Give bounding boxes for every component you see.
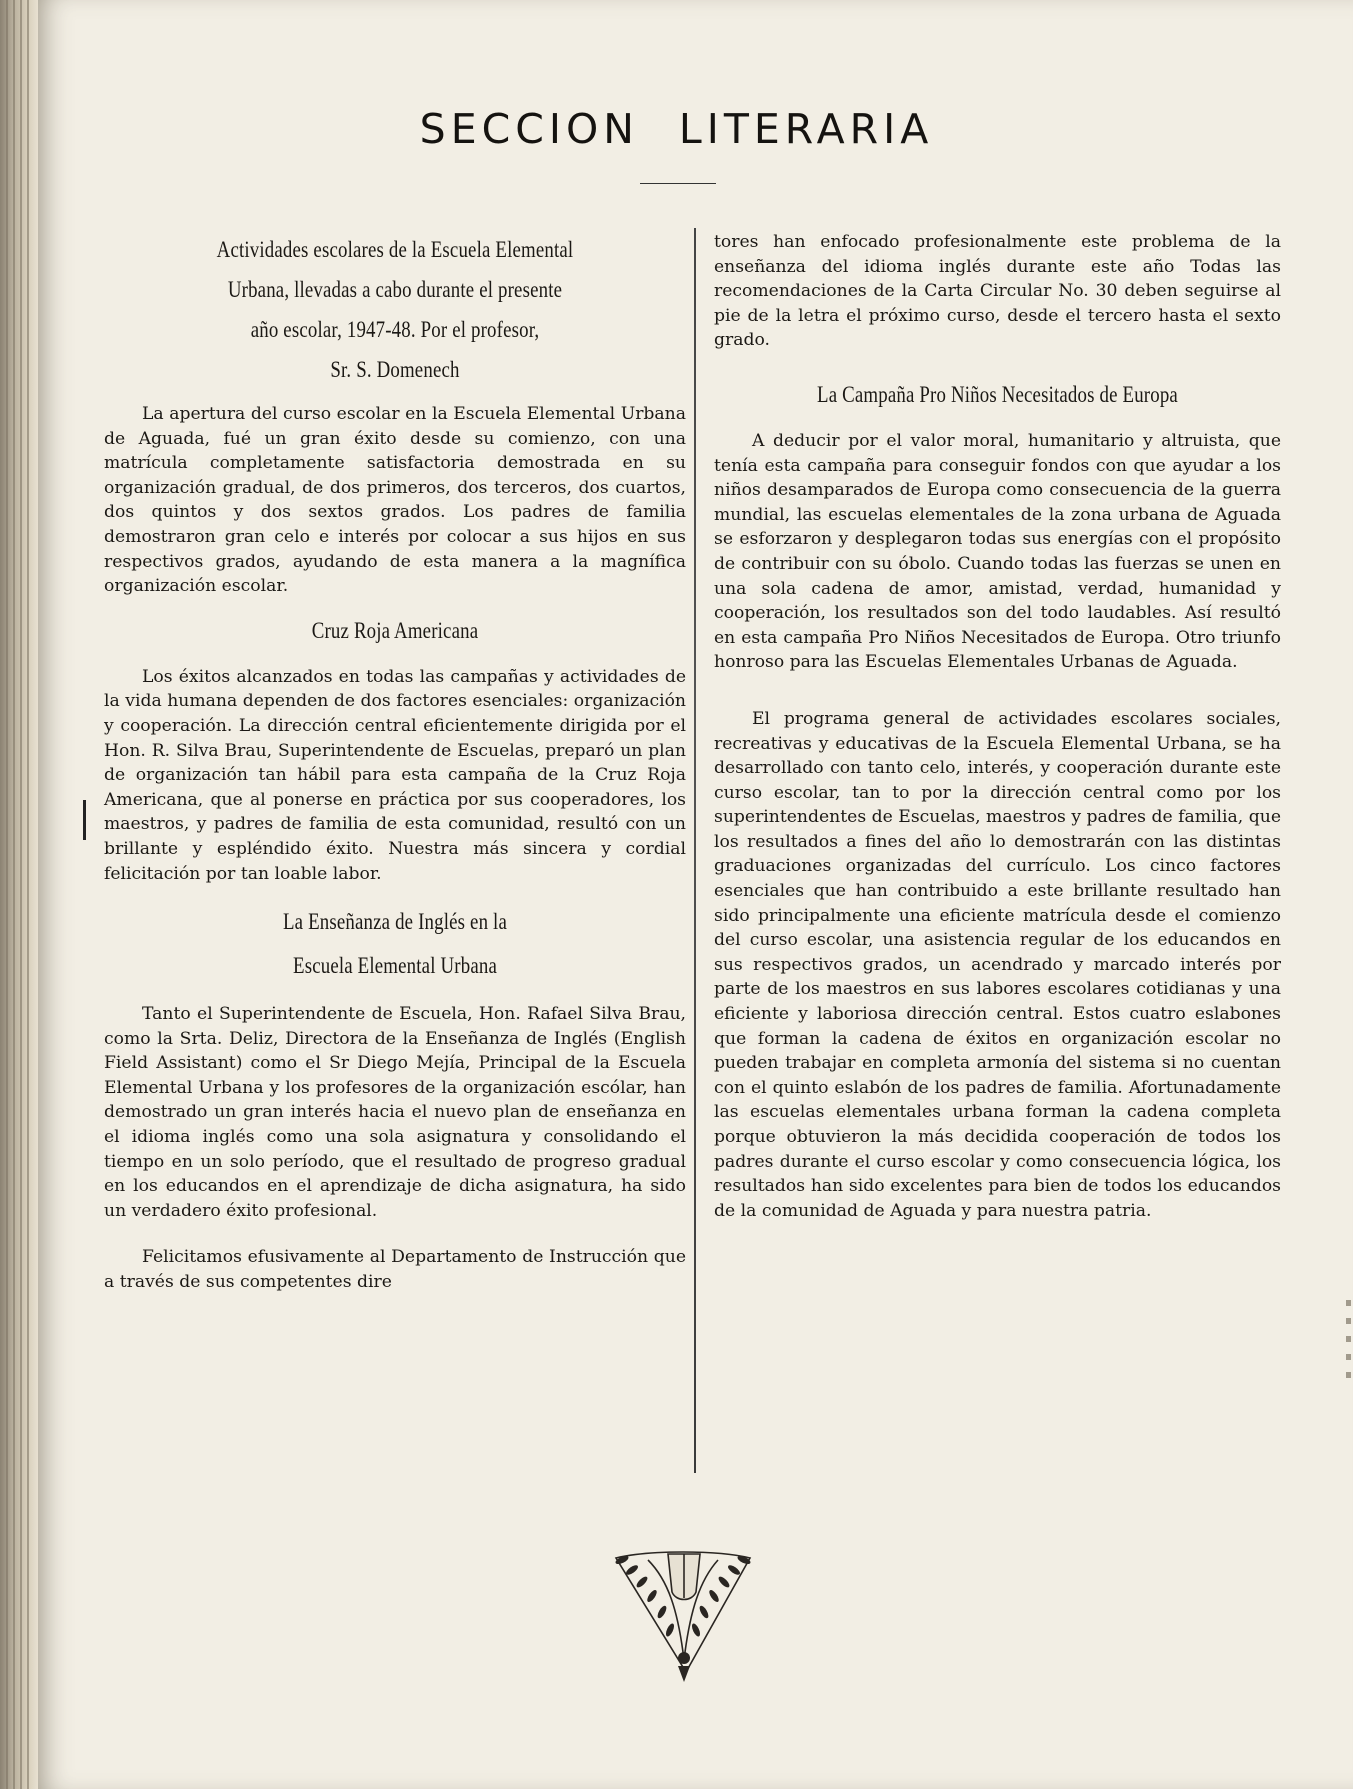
ingles-paragraph: Tanto el Superintendente de Escuela, Hon. Rafael Silva Brau, como la Srta. Deliz, Directora de la Enseñanza de Inglés (English Field Assistant) como el Sr Diego Mejía, Principal de la Escuela Elemental Urbana y los profesores de la organización escólar, han demostrado un gran interés hacia el nuevo plan de enseñanza en el idioma inglés como una sola asignatura y consolidando el tiempo en un solo período, que el resultado de progreso gradual en los educandos en el aprendizaje de dicha asignatura, ha sido un verdadero éxito profesional.	[104, 1004, 686, 1221]
section-heading-ingles-line2: Escuela Elemental Urbana	[293, 953, 497, 979]
page-edge-line	[20, 0, 22, 1789]
intro-paragraph: La apertura del curso escolar en la Escuela Elemental Urbana de Aguada, fué un gran éxito desde su comienzo, con una matrícula completamente satisfactoria demostrada en su organización gradual, de dos primeros, dos terceros, dos cuartos, dos quintos y dos sextos grados. Los padres de familia demostraron gran celo e interés por colocar a sus hijos en sus respectivos grados, ayudando de esta manera a la magnífica organización escolar.	[104, 404, 686, 597]
section-heading-cruz-roja: Cruz Roja Americana	[311, 617, 479, 643]
title-underline	[640, 183, 716, 184]
felicitamos-paragraph: Felicitamos efusivamente al Departamento de Instrucción que a través de sus competentes dire	[104, 1247, 686, 1293]
article-heading-line: Sr. S. Domenech	[330, 357, 460, 382]
page-edge-line	[13, 0, 15, 1789]
article-heading-line: año escolar, 1947-48. Por el profesor,	[250, 317, 540, 342]
section-heading-campana: La Campaña Pro Niños Necesitados de Europa	[817, 381, 1178, 407]
article-heading-line: Urbana, llevadas a cabo durante el presente	[227, 277, 563, 302]
campana-paragraph: A deducir por el valor moral, humanitario y altruista, que tenía esta campaña para conseguir fondos con que ayudar a los niños desamparados de Europa como consecuencia de la guerra mundial, las escuelas elementales de la zona urbana de Aguada se esforzaron y desplegaron todas sus energías con el propósito de contribuir con su óbolo. Cuando todas las fuerzas se unen en una sola cadena de amor, amistad, verdad, humanidad y cooperación, los resultados son del todo laudables. Así resultó en esta campaña Pro Niños Necesitados de Europa. Otro triunfo honroso para las Escuelas Elementales Urbanas de Aguada.	[714, 430, 1281, 673]
page-edge-line	[27, 0, 29, 1789]
right-column	[714, 230, 1281, 1223]
cruz-roja-paragraph: Los éxitos alcanzados en todas las campañas y actividades de la vida humana dependen de dos factores esenciales: organización y cooperación. La dirección central eficientemente dirigida por el Hon. R. Silva Brau, Superintendente de Escuelas, preparó un plan de organización tan hábil para esta campaña de la Cruz Roja Americana, que al ponerse en práctica por sus cooperadores, los maestros, y padres de familia de esta comunidad, resultó con un brillante y espléndido éxito. Nuestra más sincera y cordial felicitación por tan loable labor.	[104, 666, 686, 884]
section-heading-ingles: La Enseñanza de Inglés en la	[282, 909, 507, 935]
margin-dots	[1346, 1300, 1351, 1380]
page-title: SECCION LITERARIA	[419, 105, 934, 153]
article-heading-line: Actividades escolares de la Escuela Elemental	[216, 237, 574, 262]
article-heading	[104, 230, 686, 390]
continuation-paragraph: tores han enfocado profesionalmente este problema de la enseñanza del idioma inglés durante este año Todas las recomendaciones de la Carta Circular No. 30 deben seguirse al pie de la letra el próximo curso, desde el tercero hasta el sexto grado.	[714, 232, 1281, 351]
page-edge-line	[6, 0, 8, 1789]
book-binding	[0, 0, 38, 1789]
laurel-shield-ornament-icon	[608, 1540, 758, 1690]
programa-paragraph: El programa general de actividades escolares sociales, recreativas y educativas de la Escuela Elemental Urbana, se ha desarrollado con tanto celo, interés, y cooperación durante este curso escolar, tan to por la dirección central como por los superintendentes de Escuelas, maestros y padres de familia, que los resultados a fines del año lo demostrarán con las distintas graduaciones organizadas del currículo. Los cinco factores esenciales que han contribuido a este brillante resultado han sido principalmente una eficiente matrícula desde el comienzo del curso escolar, una asistencia regular de los educandos en sus respectivos grados, un acendrado y marcado interés por parte de los maestros en sus labores escolares cotidianas y una eficiente y laboriosa dirección central. Estos cuatro eslabones que forman la cadena de éxitos en organización escolar no pueden trabajar en completa armonía del sistema si no cuentan con el quinto eslabón de los padres de familia. Afortunadamente las escuelas elementales urbana forman la cadena completa porque obtuvieron la más decidida cooperación de todos los padres durante el curso escolar y como consecuencia lógica, los resultados han sido excelentes para bien de todos los educandos de la comunidad de Aguada y para nuestra patria.	[714, 708, 1281, 1221]
column-divider	[694, 228, 696, 1473]
left-column	[104, 230, 686, 1295]
margin-mark	[83, 800, 86, 840]
